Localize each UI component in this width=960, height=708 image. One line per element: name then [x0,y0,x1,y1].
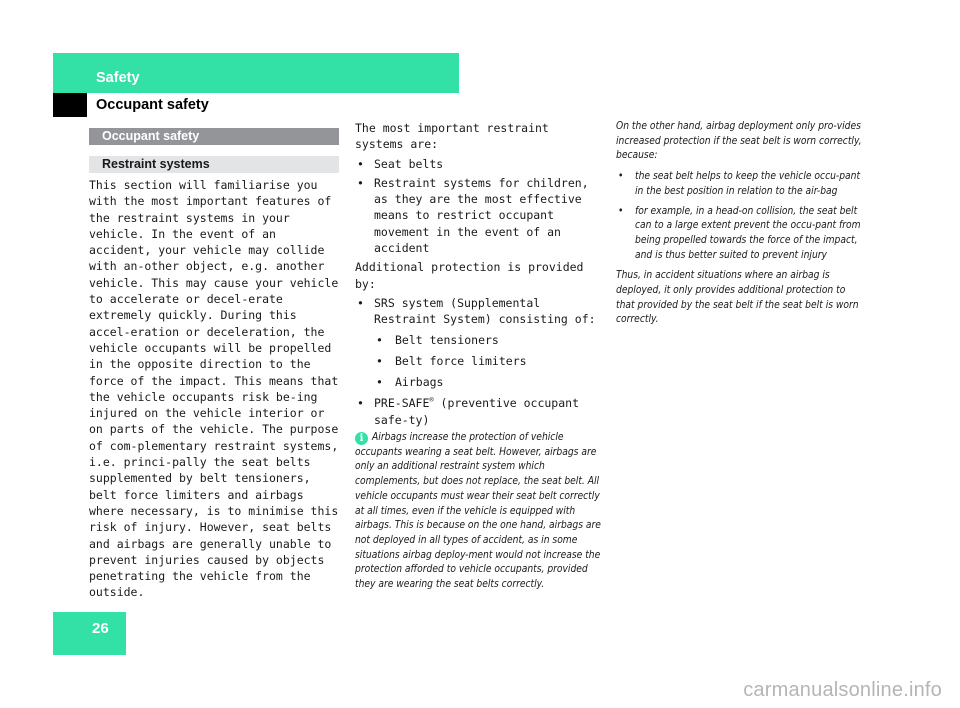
list-item: • Seat belts [355,156,601,172]
srs-sublist [374,332,601,391]
presafe-rest: (preventive occupant safe-ty) [374,396,580,427]
intro-paragraph: This section will familiarise you with the most important features of the restraint systems in your vehicle. In the event of an accident, your vehicle may collide with an-other object, e.g. another vehicle. This may cause your vehicle to accelerate or decel-erate extremely quickly. During this accel-eration or deceleration, the vehicle occupants will be propelled in the opposite direction to the force of the impact. This means that the vehicle occupants risk be-ing injured on the vehicle interior or on parts of the vehicle. The purpose of com-plementary restraint systems, i.e. princi-pally the seat belts supplemented by belt tensioners, belt force limiters and airbags where necessary, is to minimise this risk of injury. However, seat belts and airbags are generally unable to prevent injuries caused by objects penetrating the vehicle from the outside. [89,178,339,600]
header-subtitle: Occupant safety [96,97,209,113]
restraint-list [355,156,601,257]
airbag-note [355,431,601,593]
page-marker [53,93,87,117]
subsection-bar: Restraint systems [89,156,339,173]
additional-list [355,295,601,428]
column-3 [616,120,864,328]
list-item: • Belt force limiters [374,353,601,369]
list-item: • Belt tensioners [374,332,601,348]
section-bar: Occupant safety [89,128,339,145]
list-item: • Airbags [374,374,601,390]
list-item [355,395,601,428]
list-item: • for example, in a head-on collision, the seat belt can to a large extent prevent the occu-pant from being propelled towards the force of the impact, and is thus better suited to prevent injury [616,205,864,264]
additional-intro: Additional protection is provided by: [355,260,584,291]
column-2 [355,120,601,593]
page-number: 26 [92,620,109,637]
watermark: carmanualsonline.info [743,679,942,701]
restraint-intro: The most important restraint systems are: [355,121,549,152]
col3-conclusion: Thus, in accident situations where an airbag is deployed, it only provides additional protection to that provided by the seat belt if the seat belt is worn correctly. [616,270,859,326]
col3-list [616,170,864,263]
presafe-name: PRE-SAFE [374,396,430,411]
list-item: • the seat belt helps to keep the vehicle occu-pant in the best position in relation to the air-bag [616,170,864,199]
registered-mark: ® [429,396,434,405]
srs-text: SRS system (Supplemental Restraint System) consisting of: [374,295,596,327]
note-text: Airbags increase the protection of vehicle occupants wearing a seat belt. However, airbags are only an additional restraint system which complements, but does not replace, the seat belt. All vehicle occupants must wear their seat belt correctly at all times, even if the vehicle is equipped with airbags. This is because on the one hand, airbags are not deployed in all types of accident, as in some situations airbag deploy-ment would not increase the protection afforded to vehicle occupants, provided they are wearing the seat belts correctly. [355,432,601,591]
list-item [355,295,601,390]
col3-intro: On the other hand, airbag deployment only pro-vides increased protection if the seat belt is worn correctly, because: [616,121,862,162]
info-icon: i [355,432,368,445]
column-1 [89,128,339,601]
page-number-box [53,612,126,655]
list-item: • Restraint systems for children, as they are the most effective means to restrict occupant movement in the event of an accident [355,175,601,256]
header-section-title: Safety [96,70,140,86]
